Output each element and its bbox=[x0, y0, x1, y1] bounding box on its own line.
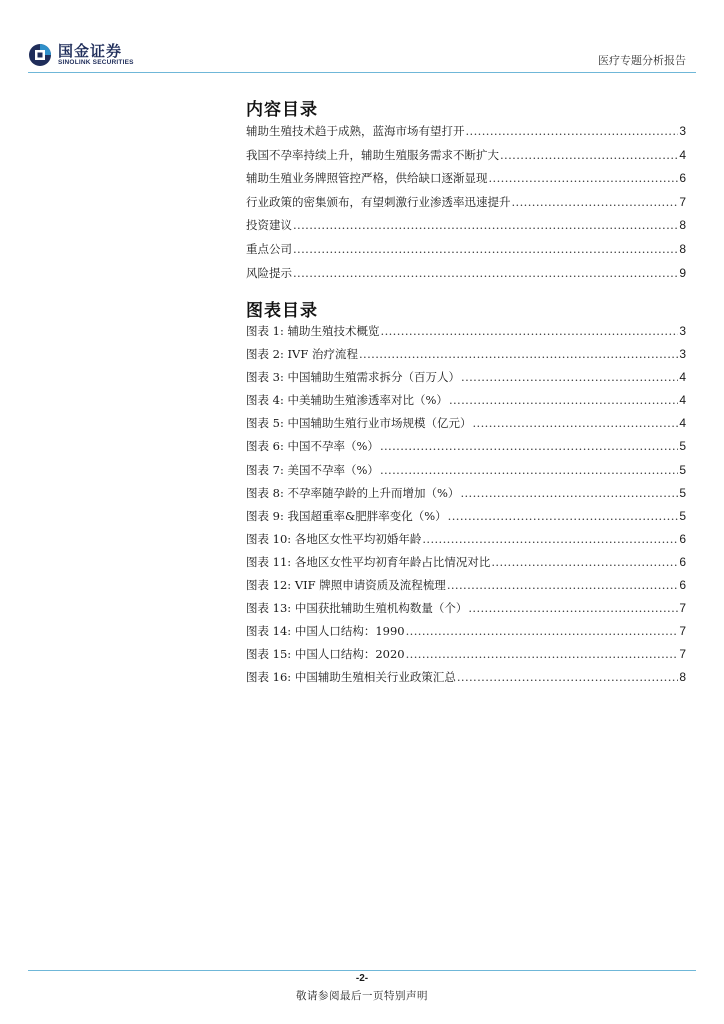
report-type: 医疗专题分析报告 bbox=[598, 54, 686, 67]
toc-leader-dots bbox=[461, 370, 678, 384]
toc-entry[interactable] bbox=[246, 577, 686, 600]
toc-entry-label[interactable]: 投资建议 bbox=[246, 218, 292, 233]
toc-entry[interactable] bbox=[246, 554, 686, 577]
toc-entry-label[interactable]: 辅助生殖技术趋于成熟，蓝海市场有望打开 bbox=[246, 124, 465, 138]
toc-entry-page[interactable]: 6 bbox=[679, 171, 686, 186]
toc-entry-page[interactable]: 5 bbox=[679, 462, 686, 477]
toc-entry-label[interactable]: 图表 16: 中国辅助生殖相关行业政策汇总 bbox=[246, 670, 456, 685]
toc-entry[interactable] bbox=[246, 265, 686, 289]
toc-entry-label[interactable]: 图表 14: 中国人口结构：1990 bbox=[246, 624, 405, 639]
toc-entry-label[interactable]: 行业政策的密集颁布，有望刺激行业渗透率迅速提升 bbox=[246, 194, 511, 209]
toc-entry-page[interactable]: 5 bbox=[679, 485, 686, 500]
toc-leader-dots bbox=[381, 324, 679, 338]
toc-entry-label[interactable]: 风险提示 bbox=[246, 265, 292, 280]
toc-entry-label[interactable]: 图表 3: 中国辅助生殖需求拆分（百万人） bbox=[246, 370, 461, 385]
toc-entry-label[interactable]: 重点公司 bbox=[246, 241, 292, 256]
toc-entry-label[interactable]: 图表 1: 辅助生殖技术概览 bbox=[246, 324, 380, 338]
toc-entry[interactable] bbox=[246, 438, 686, 461]
toc-leader-dots bbox=[380, 463, 678, 477]
toc-leader-dots bbox=[468, 601, 678, 615]
toc-entry-page[interactable]: 4 bbox=[679, 416, 686, 431]
toc-entry[interactable] bbox=[246, 531, 686, 554]
toc-entry-page[interactable]: 3 bbox=[679, 347, 686, 362]
figures-list bbox=[246, 323, 686, 693]
toc-leader-dots bbox=[457, 670, 678, 684]
toc-entry-page[interactable]: 4 bbox=[679, 147, 686, 162]
toc-entry-page[interactable]: 9 bbox=[679, 265, 686, 280]
toc-entry-label[interactable]: 我国不孕率持续上升，辅助生殖服务需求不断扩大 bbox=[246, 147, 499, 162]
toc-entry-page[interactable]: 3 bbox=[679, 324, 686, 338]
toc-entry-label[interactable]: 图表 9: 我国超重率&肥胖率变化（%） bbox=[246, 508, 447, 523]
toc-entry[interactable] bbox=[246, 323, 686, 346]
header-rule bbox=[28, 72, 696, 73]
toc-entry-page[interactable]: 7 bbox=[679, 624, 686, 639]
toc-leader-dots bbox=[380, 439, 678, 453]
toc-entry-label[interactable]: 图表 11: 各地区女性平均初育年龄占比情况对比 bbox=[246, 554, 491, 569]
toc-entry-label[interactable]: 图表 12: VIF 牌照申请资质及流程梳理 bbox=[246, 578, 446, 593]
toc-entry-label[interactable]: 图表 10: 各地区女性平均初婚年龄 bbox=[246, 531, 422, 546]
toc-entry-label[interactable]: 图表 5: 中国辅助生殖行业市场规模（亿元） bbox=[246, 416, 472, 431]
toc-leader-dots bbox=[447, 578, 679, 592]
toc-entry[interactable] bbox=[246, 170, 686, 194]
contents-title: 内容目录 bbox=[246, 100, 318, 120]
toc-leader-dots bbox=[449, 393, 678, 407]
toc-entry-page[interactable]: 6 bbox=[679, 554, 686, 569]
toc-entry-page[interactable]: 7 bbox=[679, 601, 686, 616]
toc-entry-label[interactable]: 辅助生殖业务牌照管控严格，供给缺口逐渐显现 bbox=[246, 171, 488, 186]
toc-leader-dots bbox=[406, 624, 679, 638]
toc-entry[interactable] bbox=[246, 646, 686, 669]
toc-entry-page[interactable]: 6 bbox=[679, 578, 686, 593]
toc-entry[interactable] bbox=[246, 217, 686, 241]
toc-entry-page[interactable]: 5 bbox=[679, 508, 686, 523]
toc-entry[interactable] bbox=[246, 600, 686, 623]
toc-entry[interactable] bbox=[246, 194, 686, 218]
toc-entry[interactable] bbox=[246, 623, 686, 646]
toc-entry-page[interactable]: 3 bbox=[679, 124, 686, 138]
toc-leader-dots bbox=[293, 218, 678, 232]
toc-leader-dots bbox=[448, 509, 679, 523]
company-logo bbox=[28, 40, 134, 70]
toc-entry[interactable] bbox=[246, 669, 686, 692]
toc-entry-label[interactable]: 图表 8: 不孕率随孕龄的上升而增加（%） bbox=[246, 485, 460, 500]
footer-rule bbox=[28, 970, 696, 971]
contents-list bbox=[246, 123, 686, 288]
toc-leader-dots bbox=[466, 124, 679, 138]
toc-entry[interactable] bbox=[246, 369, 686, 392]
toc-entry-page[interactable]: 4 bbox=[679, 370, 686, 385]
toc-leader-dots bbox=[489, 171, 679, 185]
toc-entry[interactable] bbox=[246, 346, 686, 369]
toc-leader-dots bbox=[512, 195, 679, 209]
toc-leader-dots bbox=[406, 647, 679, 661]
toc-entry[interactable] bbox=[246, 123, 686, 147]
toc-entry-label[interactable]: 图表 2: IVF 治疗流程 bbox=[246, 347, 358, 362]
toc-leader-dots bbox=[359, 347, 678, 361]
toc-entry[interactable] bbox=[246, 508, 686, 531]
toc-leader-dots bbox=[473, 416, 679, 430]
toc-entry[interactable] bbox=[246, 415, 686, 438]
toc-entry[interactable] bbox=[246, 147, 686, 171]
toc-leader-dots bbox=[293, 266, 678, 280]
disclaimer: 敬请参阅最后一页特别声明 bbox=[296, 990, 428, 1002]
page-number: -2- bbox=[355, 973, 369, 984]
toc-entry[interactable] bbox=[246, 485, 686, 508]
sinolink-logo-icon bbox=[28, 43, 52, 67]
toc-leader-dots bbox=[500, 148, 678, 162]
toc-entry-label[interactable]: 图表 7: 美国不孕率（%） bbox=[246, 462, 379, 477]
toc-entry-page[interactable]: 5 bbox=[679, 439, 686, 454]
toc-entry[interactable] bbox=[246, 241, 686, 265]
toc-entry-page[interactable]: 8 bbox=[679, 241, 686, 256]
toc-leader-dots bbox=[422, 532, 678, 546]
toc-entry-page[interactable]: 6 bbox=[679, 531, 686, 546]
toc-leader-dots bbox=[491, 555, 678, 569]
toc-entry-page[interactable]: 4 bbox=[679, 393, 686, 408]
toc-entry-page[interactable]: 7 bbox=[679, 647, 686, 662]
toc-entry[interactable] bbox=[246, 462, 686, 485]
toc-entry-page[interactable]: 8 bbox=[679, 670, 686, 685]
logo-chinese-name: 国金证券 bbox=[58, 42, 123, 60]
page-header bbox=[28, 40, 696, 72]
toc-entry-label[interactable]: 图表 4: 中美辅助生殖渗透率对比（%） bbox=[246, 393, 448, 408]
toc-entry-label[interactable]: 图表 6: 中国不孕率（%） bbox=[246, 439, 379, 454]
toc-entry-label[interactable]: 图表 13: 中国获批辅助生殖机构数量（个） bbox=[246, 601, 468, 616]
toc-entry[interactable] bbox=[246, 392, 686, 415]
toc-entry-page[interactable]: 7 bbox=[679, 194, 686, 209]
toc-leader-dots bbox=[293, 242, 678, 256]
toc-leader-dots bbox=[460, 486, 678, 500]
toc-entry-label[interactable]: 图表 15: 中国人口结构：2020 bbox=[246, 647, 405, 662]
figures-title: 图表目录 bbox=[246, 301, 318, 321]
logo-english-name: SINOLINK SECURITIES bbox=[58, 59, 134, 66]
toc-entry-page[interactable]: 8 bbox=[679, 218, 686, 233]
